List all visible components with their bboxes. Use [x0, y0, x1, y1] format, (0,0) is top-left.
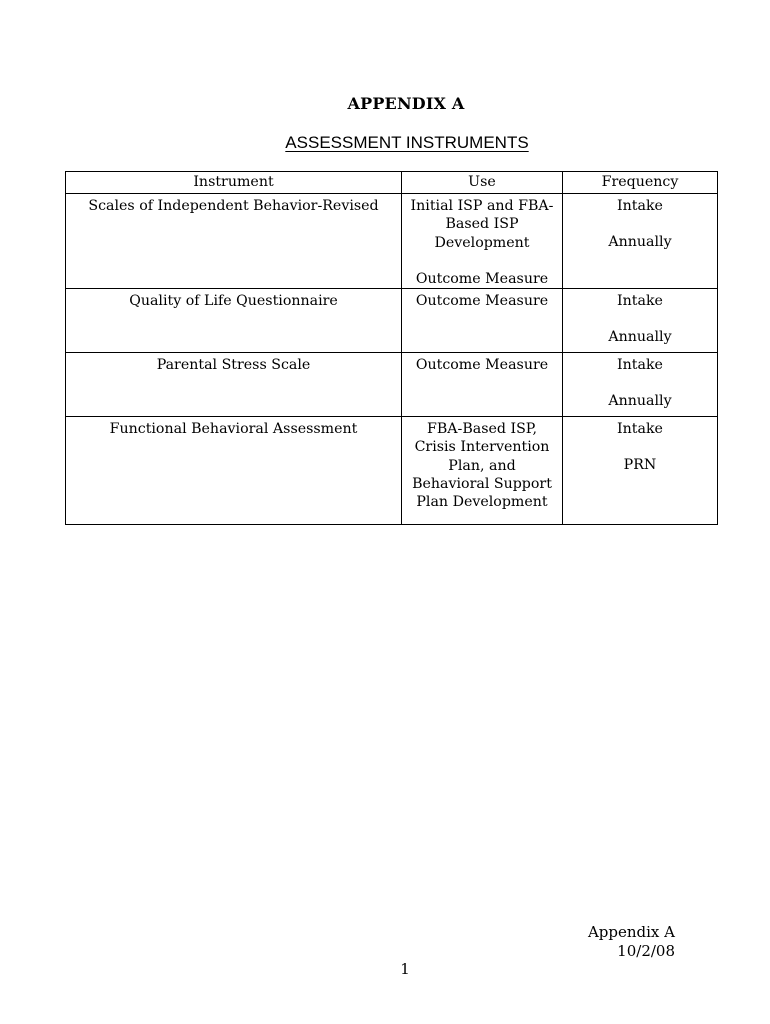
frequency-cell — [563, 353, 718, 417]
use-cell — [402, 194, 563, 289]
spacer — [406, 252, 558, 270]
instrument-cell: Scales of Independent Behavior-Revised — [66, 194, 402, 289]
column-header-frequency: Frequency — [563, 172, 718, 194]
column-header-use: Use — [402, 172, 563, 194]
frequency-line: Annually — [608, 329, 672, 346]
spacer — [567, 215, 713, 233]
use-line: Outcome Measure — [415, 293, 549, 310]
spacer — [567, 438, 713, 456]
frequency-line: Intake — [617, 198, 663, 214]
use-line: Initial ISP and FBA- — [410, 198, 554, 214]
frequency-cell — [563, 194, 718, 289]
use-line: Crisis Intervention — [414, 439, 550, 456]
table-row — [66, 353, 718, 417]
table-row — [66, 194, 718, 289]
footer-block — [520, 923, 675, 960]
footer-date: 10/2/08 — [617, 941, 675, 960]
frequency-line: Annually — [608, 393, 672, 410]
table-row — [66, 417, 718, 525]
frequency-line: Intake — [617, 357, 663, 374]
page-subtitle: ASSESSMENT INSTRUMENTS — [285, 133, 529, 152]
use-line: Based ISP — [445, 216, 519, 233]
use-line: Plan Development — [416, 494, 548, 511]
frequency-line: Intake — [617, 293, 663, 310]
instrument-cell: Parental Stress Scale — [66, 353, 402, 417]
assessment-instruments-table — [65, 171, 718, 525]
use-line: Behavioral Support — [412, 476, 552, 493]
page-number: 1 — [400, 960, 410, 978]
use-cell — [402, 289, 563, 353]
use-line: Outcome Measure — [415, 357, 549, 374]
use-line: FBA-Based ISP, — [427, 421, 537, 438]
page-title: APPENDIX A — [347, 94, 465, 113]
frequency-line: Intake — [617, 421, 663, 438]
use-cell — [402, 417, 563, 525]
footer-appendix-label: Appendix A — [587, 923, 675, 941]
instrument-cell: Functional Behavioral Assessment — [66, 417, 402, 525]
frequency-cell — [563, 289, 718, 353]
table-header-row — [66, 172, 718, 194]
table-row — [66, 289, 718, 353]
instrument-cell: Quality of Life Questionnaire — [66, 289, 402, 353]
spacer — [567, 310, 713, 328]
use-cell — [402, 353, 563, 417]
use-line: Plan, and — [448, 457, 516, 474]
spacer — [567, 374, 713, 392]
column-header-instrument: Instrument — [66, 172, 402, 194]
frequency-cell — [563, 417, 718, 525]
use-line: Outcome Measure — [415, 270, 549, 287]
use-line: Development — [434, 234, 530, 251]
frequency-line: Annually — [608, 234, 672, 251]
frequency-line: PRN — [623, 457, 657, 474]
